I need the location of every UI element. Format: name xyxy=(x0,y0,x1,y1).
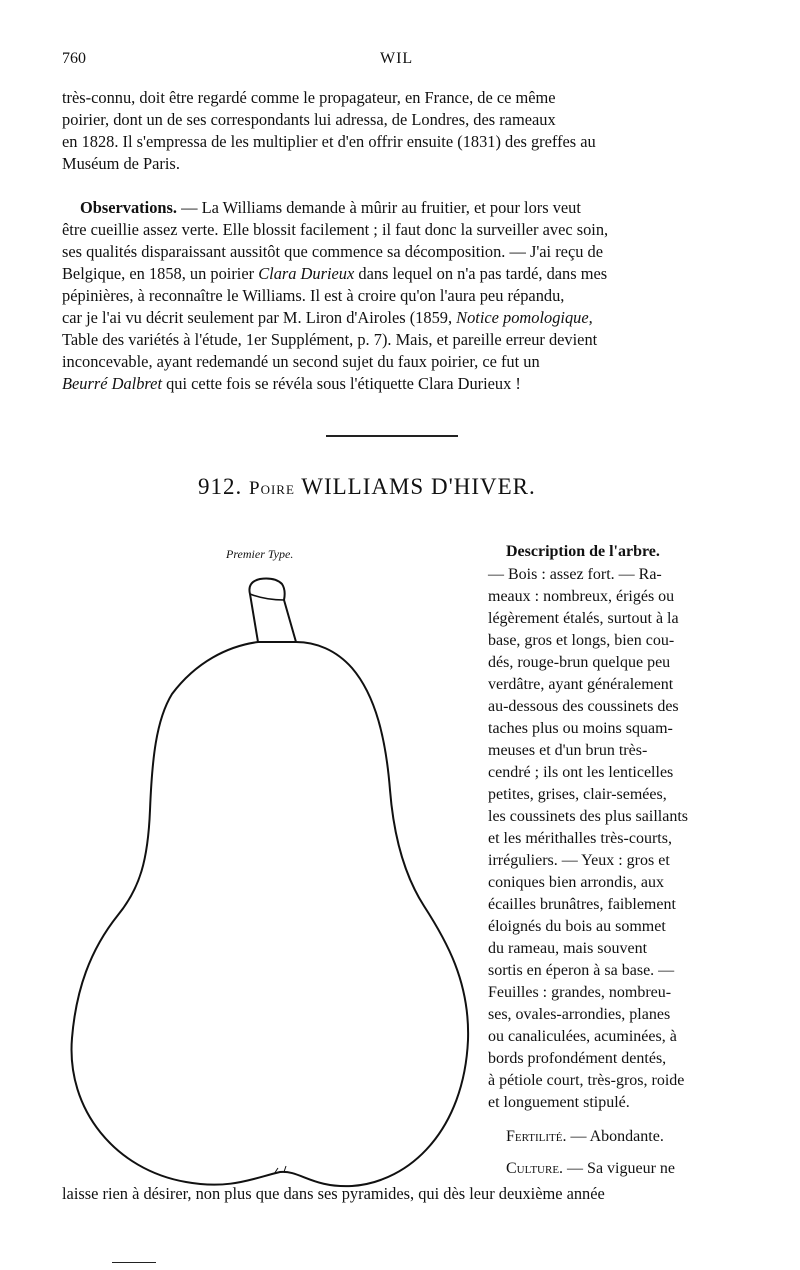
description-line: ou canaliculées, acuminées, à xyxy=(488,1028,677,1045)
intro-line-2: poirier, dont un de ses correspondants lui adressa, de Londres, des rameaux xyxy=(62,110,556,129)
section-divider xyxy=(326,435,458,437)
description-line: meuses et d'un brun très- xyxy=(488,742,648,759)
fertilite-value: — Abondante. xyxy=(566,1128,664,1145)
description-line: éloignés du bois au sommet xyxy=(488,918,666,935)
observations-line-5: pépinières, à reconnaître le Williams. Il est à croire qu'on l'aura peu répandu, xyxy=(62,286,565,305)
description-line: cendré ; ils ont les lenticelles xyxy=(488,764,674,781)
footnote-rule xyxy=(112,1262,156,1263)
intro-line-3: en 1828. Il s'empressa de les multiplier et d'en offrir ensuite (1831) des greffes au xyxy=(62,132,596,151)
figure-caption: Premier Type. xyxy=(226,547,294,561)
description-line: légèrement étalés, surtout à la xyxy=(488,610,679,627)
description-line: au-dessous des coussinets des xyxy=(488,698,679,715)
description-line: Feuilles : grandes, nombreu- xyxy=(488,984,672,1001)
description-title: Description de l'arbre. xyxy=(506,543,660,560)
description-line: verdâtre, ayant généralement xyxy=(488,676,674,693)
description-line: sortis en éperon à sa base. — xyxy=(488,962,675,979)
culture-value: — Sa vigueur ne xyxy=(563,1160,676,1177)
description-line: taches plus ou moins squam- xyxy=(488,720,673,737)
observations-line-9: Beurré Dalbret qui cette fois se révéla sous l'étiquette Clara Durieux ! xyxy=(62,374,521,393)
description-line: base, gros et longs, bien cou- xyxy=(488,632,675,649)
fertilite-label: Fertilité. xyxy=(506,1128,567,1145)
observations-label: Observations. xyxy=(80,198,177,217)
description-line: dés, rouge-brun quelque peu xyxy=(488,654,671,671)
description-line: bords profondément dentés, xyxy=(488,1050,667,1067)
pear-illustration xyxy=(60,570,480,1215)
description-line: écailles brunâtres, faiblement xyxy=(488,896,676,913)
page-number: 760 xyxy=(62,50,86,67)
description-line: du rameau, mais souvent xyxy=(488,940,648,957)
section-heading: 912. Poire WILLIAMS D'HIVER. xyxy=(198,474,536,499)
observations-line-8: inconcevable, ayant redemandé un second sujet du faux poirier, ce fut un xyxy=(62,352,540,371)
observations-line-7: Table des variétés à l'étude, 1er Supplément, p. 7). Mais, et pareille erreur devient xyxy=(62,330,598,349)
final-line: laisse rien à désirer, non plus que dans ses pyramides, qui dès leur deuxième année xyxy=(62,1184,605,1203)
observations-line-6: car je l'ai vu décrit seulement par M. Liron d'Airoles (1859, Notice pomologique, xyxy=(62,308,593,327)
description-line: ses, ovales-arrondies, planes xyxy=(488,1006,671,1023)
observations-line-4: Belgique, en 1858, un poirier Clara Durieux dans lequel on n'a pas tardé, dans mes xyxy=(62,264,608,283)
description-line: les coussinets des plus saillants xyxy=(488,808,688,825)
description-line: — Bois : assez fort. — Ra- xyxy=(488,566,662,583)
running-title: WIL xyxy=(380,50,414,67)
intro-line-1: très-connu, doit être regardé comme le propagateur, en France, de ce même xyxy=(62,88,556,107)
fertilite-line xyxy=(506,1128,664,1146)
description-line: à pétiole court, très-gros, roide xyxy=(488,1072,685,1089)
observations-line-2: être cueillie assez verte. Elle blossit facilement ; il faut donc la surveiller avec soin, xyxy=(62,220,609,239)
intro-line-4: Muséum de Paris. xyxy=(62,154,180,173)
culture-label: Culture. xyxy=(506,1160,564,1177)
culture-line xyxy=(506,1160,675,1178)
description-line: et longuement stipulé. xyxy=(488,1094,630,1111)
description-line: meaux : nombreux, érigés ou xyxy=(488,588,675,605)
description-line: irréguliers. — Yeux : gros et xyxy=(488,852,670,869)
observations-line-1: Observations. — La Williams demande à mûrir au fruitier, et pour lors veut xyxy=(80,198,581,217)
observations-line-3: ses qualités disparaissant aussitôt que commence sa décomposition. — J'ai reçu de xyxy=(62,242,603,261)
description-line: coniques bien arrondis, aux xyxy=(488,874,664,891)
description-line: et les mérithalles très-courts, xyxy=(488,830,672,847)
description-line: petites, grises, clair-semées, xyxy=(488,786,667,803)
